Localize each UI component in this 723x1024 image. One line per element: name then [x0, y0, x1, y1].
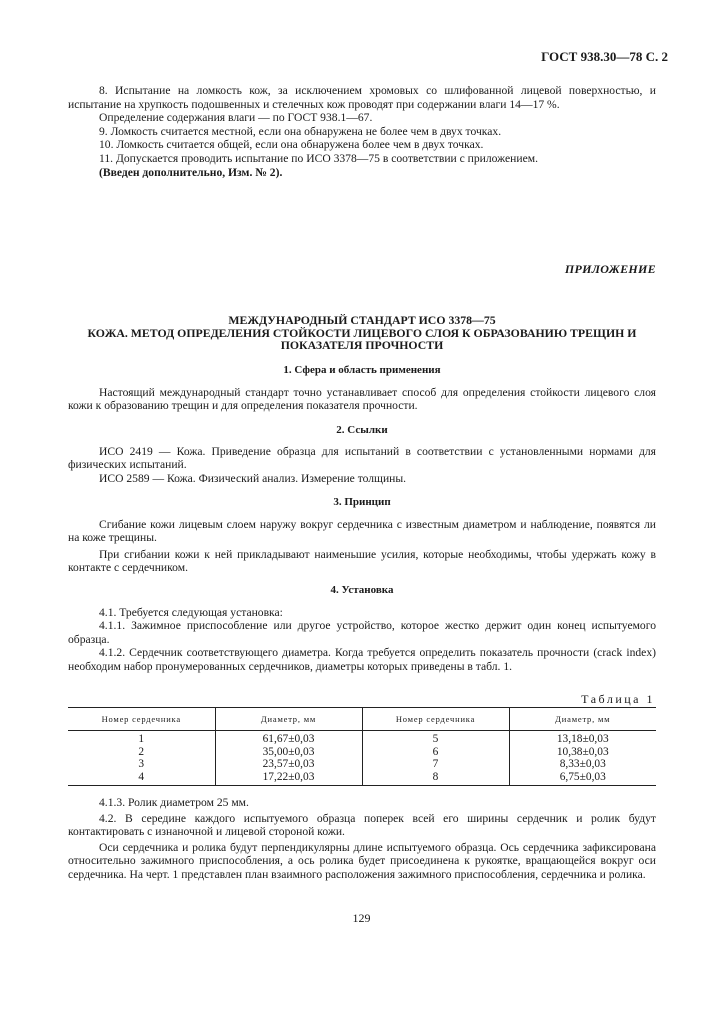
section-2-ref2: ИСО 2589 — Кожа. Физический анализ. Измерение толщины.	[99, 471, 407, 485]
table-1-label: Таблица 1	[581, 692, 655, 706]
section-1-text: Настоящий международный стандарт точно устанавливает способ для определения стойкости лицевого слоя кожи к образованию трещин и для определения показателя прочности.	[68, 385, 656, 413]
top-clauses	[68, 84, 656, 179]
table-cell: 1	[138, 733, 145, 745]
section-2	[68, 424, 656, 485]
clause-4-1-3: 4.1.3. Ролик диаметром 25 мм.	[99, 796, 249, 809]
section-4	[68, 584, 656, 674]
table-header-cell: Номер сердечника	[362, 708, 509, 731]
clause-4-1-1: 4.1.1. Зажимное приспособление или другое устройство, которое жестко держит один конец испытуемого образца.	[68, 619, 656, 646]
table-row	[68, 731, 656, 746]
table-cell: 61,67±0,03	[215, 731, 362, 746]
table-header-row	[68, 708, 656, 731]
table-cell: 8	[362, 771, 509, 786]
table-cell: 3	[138, 758, 145, 770]
clause-4-1: 4.1. Требуется следующая установка:	[99, 605, 283, 619]
section-3-text1: Сгибание кожи лицевым слоем наружу вокруг сердечника с известным диаметром и наблюдение, появятся ли на коже трещины.	[68, 517, 656, 545]
section-4-heading: 4. Установка	[330, 584, 394, 596]
section-1-heading: 1. Сфера и область применения	[283, 364, 441, 376]
page-number: 129	[352, 911, 371, 925]
appendix-label: ПРИЛОЖЕНИЕ	[564, 262, 656, 276]
table-cell: 6,75±0,03	[509, 771, 656, 786]
amendment-note: (Введен дополнительно, Изм. № 2).	[99, 165, 283, 179]
table-row	[68, 758, 656, 771]
table-cell: 6	[362, 746, 509, 759]
table-header-cell: Диаметр, мм	[215, 708, 362, 731]
table-cell: 2	[138, 745, 145, 758]
table-cell: 23,57±0,03	[215, 758, 362, 771]
table-cell: 13,18±0,03	[509, 731, 656, 746]
clause-11: 11. Допускается проводить испытание по ИСО 3378—75 в соответствии с приложением.	[99, 151, 538, 165]
clause-8: 8. Испытание на ломкость кож, за исключением хромовых со шлифованной лицевой поверхностью, и испытание на хрупкость подошвенных и стелечных кож проводят при содержании влаги 14—17 %.	[68, 84, 656, 111]
clause-10: 10. Ломкость считается общей, если она обнаружена более чем в двух точках.	[99, 138, 484, 152]
standard-title-line2: КОЖА. МЕТОД ОПРЕДЕЛЕНИЯ СТОЙКОСТИ ЛИЦЕВОГО СЛОЯ К ОБРАЗОВАНИЮ ТРЕЩИН И ПОКАЗАТЕЛЯ ПРОЧНОСТИ	[87, 325, 637, 352]
clause-9: 9. Ломкость считается местной, если она обнаружена не более чем в двух точках.	[99, 124, 502, 138]
standard-title-line1: МЕЖДУНАРОДНЫЙ СТАНДАРТ ИСО 3378—75	[228, 313, 496, 327]
table-cell: 8,33±0,03	[509, 758, 656, 771]
clause-4-1-2: 4.1.2. Сердечник соответствующего диаметра. Когда требуется определить показатель прочности (crack index) необходим набор пронумерованных сердечников, диаметры которых приведены в табл. 1.	[68, 646, 656, 673]
section-3-text2: При сгибании кожи к ней прикладывают наименьшие усилия, которые необходимы, чтобы удержать кожу в контакте с сердечником.	[68, 547, 656, 575]
table-row	[68, 771, 656, 786]
table-cell: 35,00±0,03	[215, 746, 362, 759]
table-cell: 7	[362, 758, 509, 771]
table-header-cell: Диаметр, мм	[509, 708, 656, 731]
clause-4-2-axes: Оси сердечника и ролика будут перпендикулярны длине испытуемого образца. Ось сердечника зафиксирована относительно зажимного приспособления, а ось ролика будет присоединена к рукоятке, вращающейся вокруг оси сердечника. На черт. 1 представлен план взаимного расположения зажимного приспособления, сердечника и ролика.	[68, 840, 656, 881]
section-2-ref1: ИСО 2419 — Кожа. Приведение образца для испытаний в соответствии с установленными нормами для физических испытаний.	[68, 444, 656, 472]
table-cell: 5	[362, 731, 509, 746]
table-cell: 10,38±0,03	[509, 746, 656, 759]
standard-title	[68, 314, 656, 352]
table-header-cell: Номер сердечника	[68, 708, 215, 731]
table-cell: 4	[68, 771, 215, 786]
moisture-note: Определение содержания влаги — по ГОСТ 938.1—67.	[99, 111, 373, 125]
table-cell: 17,22±0,03	[215, 771, 362, 786]
section-3	[68, 496, 656, 575]
table-row	[68, 746, 656, 759]
clause-4-2: 4.2. В середине каждого испытуемого образца поперек всей его ширины сердечник и ролик будут контактировать с изнаночной и лицевой стороной кожи.	[68, 811, 656, 839]
section-2-heading: 2. Ссылки	[336, 424, 388, 436]
section-3-heading: 3. Принцип	[333, 496, 391, 508]
section-1	[68, 364, 656, 413]
running-header: ГОСТ 938.30—78 С. 2	[541, 49, 668, 64]
table-1	[68, 707, 656, 786]
section-4-continued	[68, 796, 656, 882]
